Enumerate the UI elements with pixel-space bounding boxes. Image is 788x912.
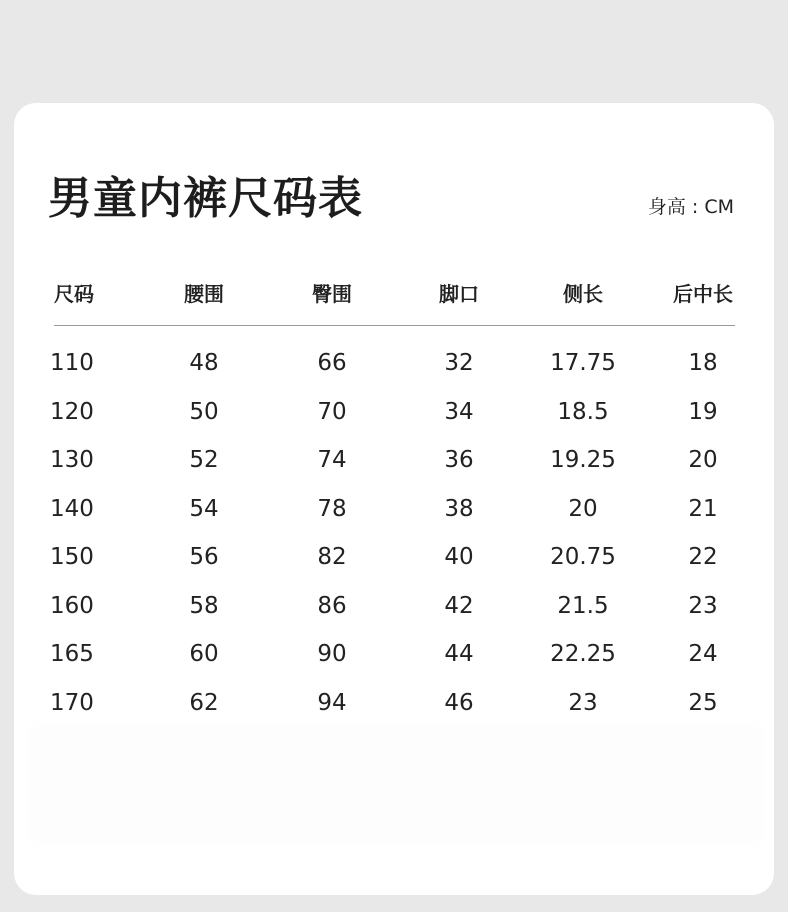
cell-back-length: 22 xyxy=(688,544,718,570)
table-row xyxy=(14,639,774,688)
cell-side-length: 22.25 xyxy=(550,641,616,667)
cell-hip: 66 xyxy=(317,350,347,376)
cell-waist: 54 xyxy=(189,495,219,522)
cell-leg-opening: 34 xyxy=(444,398,474,425)
table-row xyxy=(14,397,774,446)
cell-back-length: 21 xyxy=(688,495,718,522)
cell-hip: 70 xyxy=(317,398,347,425)
cell-size: 165 xyxy=(50,641,94,667)
cell-hip: 86 xyxy=(317,592,347,619)
cell-hip: 82 xyxy=(317,544,347,570)
cell-size: 110 xyxy=(50,350,94,376)
cell-leg-opening: 40 xyxy=(444,544,474,570)
cell-side-length: 21.5 xyxy=(557,592,609,619)
cell-leg-opening: 36 xyxy=(444,447,474,473)
cell-back-length: 24 xyxy=(688,641,718,667)
cell-size: 150 xyxy=(50,544,94,570)
cell-hip: 90 xyxy=(317,641,347,667)
cell-leg-opening: 42 xyxy=(444,592,474,619)
blurred-area xyxy=(34,729,756,839)
cell-size: 130 xyxy=(50,447,94,473)
cell-side-length: 23 xyxy=(568,689,598,716)
header-back-length: 后中长 xyxy=(673,282,733,306)
table-body xyxy=(14,348,774,736)
header-divider xyxy=(54,325,735,326)
cell-hip: 78 xyxy=(317,495,347,522)
cell-leg-opening: 32 xyxy=(444,350,474,376)
unit-note: 身高 : CM xyxy=(647,196,734,218)
cell-waist: 52 xyxy=(189,447,219,473)
cell-side-length: 17.75 xyxy=(550,350,616,376)
table-row xyxy=(14,494,774,543)
table-row xyxy=(14,591,774,640)
table-row xyxy=(14,445,774,494)
cell-side-length: 20 xyxy=(568,495,598,522)
cell-side-length: 19.25 xyxy=(550,447,616,473)
table-header xyxy=(14,279,774,309)
cell-waist: 48 xyxy=(189,350,219,376)
cell-back-length: 25 xyxy=(688,689,718,716)
cell-waist: 58 xyxy=(189,592,219,619)
table-row xyxy=(14,542,774,591)
cell-leg-opening: 38 xyxy=(444,495,474,522)
header-waist: 腰围 xyxy=(184,282,224,306)
cell-waist: 56 xyxy=(189,544,219,570)
cell-back-length: 23 xyxy=(688,592,718,619)
header-size: 尺码 xyxy=(54,282,94,306)
table-row xyxy=(14,348,774,397)
cell-side-length: 18.5 xyxy=(557,398,609,425)
cell-back-length: 19 xyxy=(688,398,718,425)
cell-size: 170 xyxy=(50,689,94,716)
cell-waist: 62 xyxy=(189,689,219,716)
header-hip: 臀围 xyxy=(312,282,352,306)
page-title: 男童内裤尺码表 xyxy=(48,173,363,224)
cell-hip: 74 xyxy=(317,447,347,473)
cell-leg-opening: 44 xyxy=(444,641,474,667)
cell-side-length: 20.75 xyxy=(550,544,616,570)
cell-size: 140 xyxy=(50,495,94,522)
cell-size: 120 xyxy=(50,398,94,425)
header-leg-opening: 脚口 xyxy=(439,282,479,306)
cell-hip: 94 xyxy=(317,689,347,716)
cell-waist: 50 xyxy=(189,398,219,425)
size-chart-card xyxy=(14,103,774,895)
cell-waist: 60 xyxy=(189,641,219,667)
cell-leg-opening: 46 xyxy=(444,689,474,716)
cell-size: 160 xyxy=(50,592,94,619)
header-side-length: 侧长 xyxy=(563,282,603,306)
cell-back-length: 20 xyxy=(688,447,718,473)
cell-back-length: 18 xyxy=(688,350,718,376)
